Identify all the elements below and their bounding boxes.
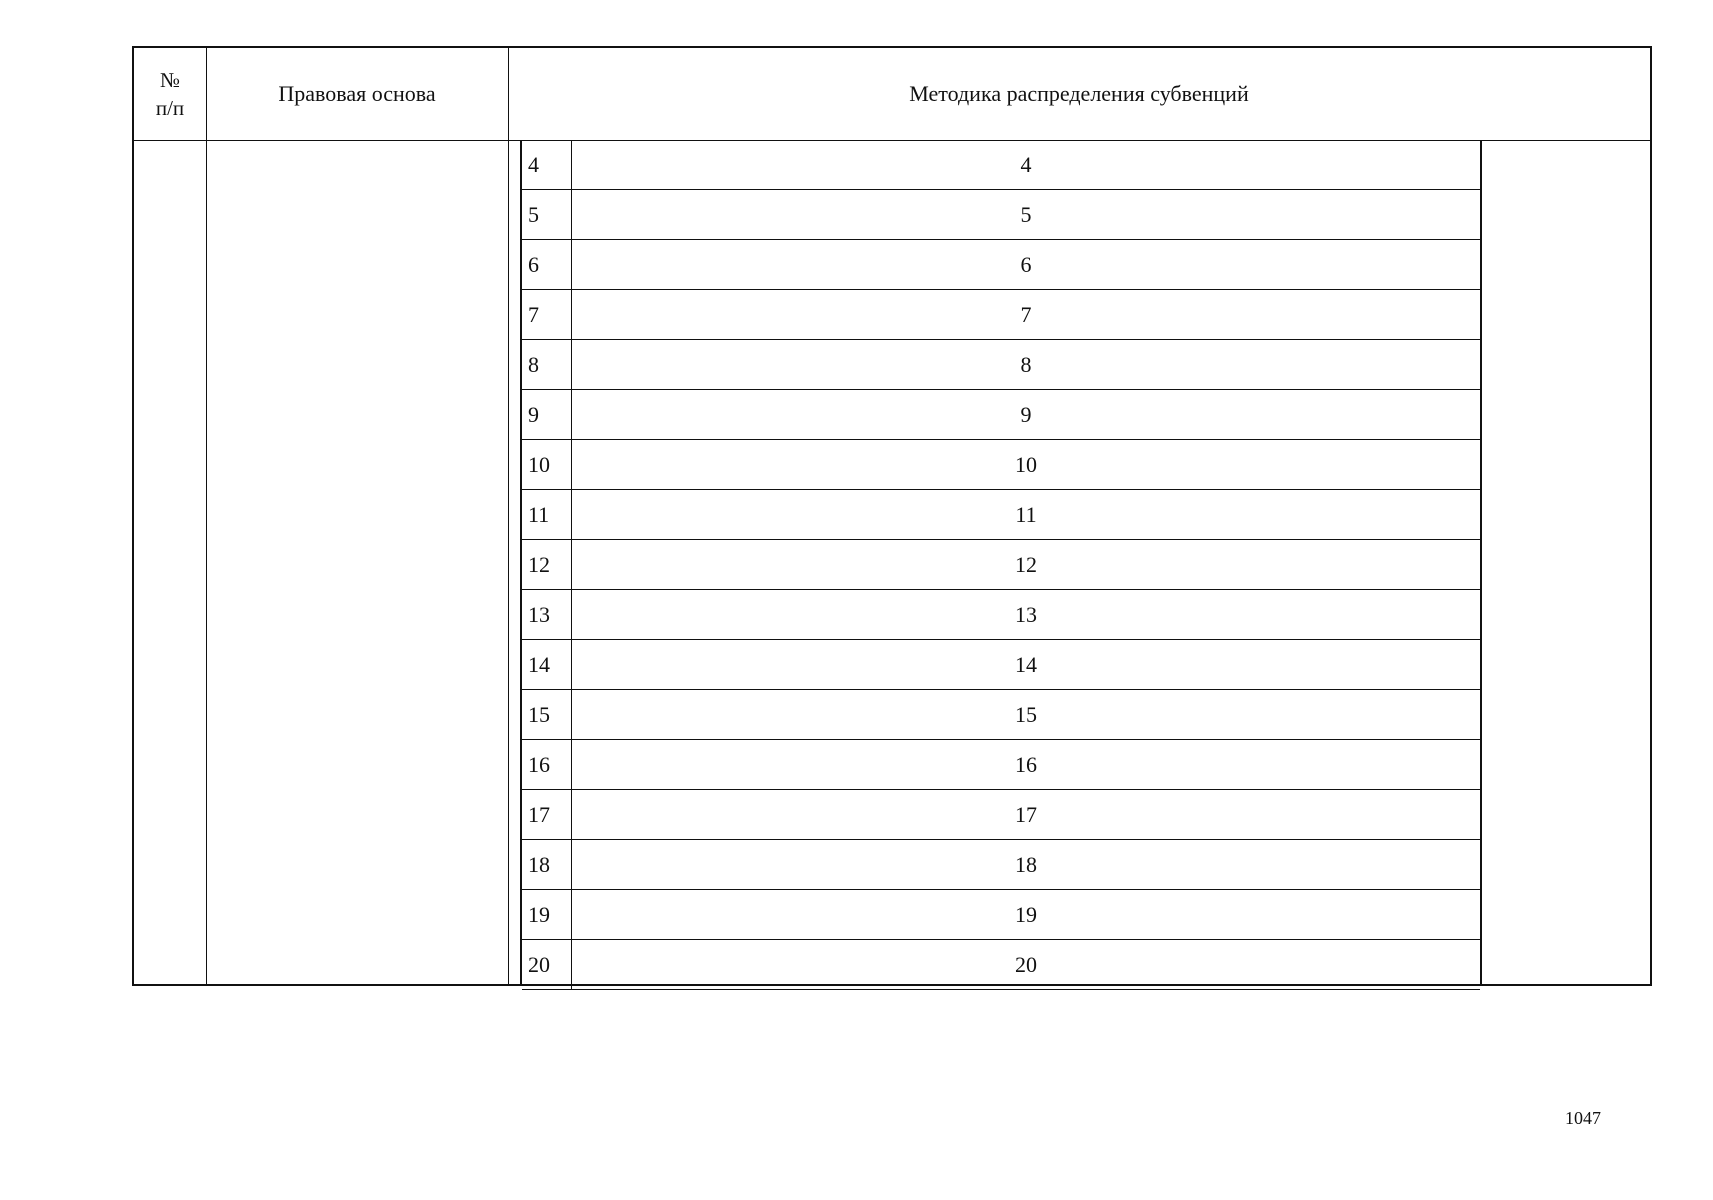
page-number: 1047 bbox=[1565, 1108, 1601, 1128]
row-number-cell: 7 bbox=[522, 290, 572, 339]
table-row bbox=[522, 790, 1480, 840]
row-number-cell: 19 bbox=[522, 890, 572, 939]
table-row bbox=[522, 140, 1480, 190]
row-value-cell: 9 bbox=[1020, 401, 1032, 427]
row-value-cell: 10 bbox=[1015, 451, 1037, 477]
header-legal-basis: Правовая основа bbox=[278, 81, 436, 106]
row-number-cell: 4 bbox=[522, 141, 572, 189]
row-value-cell: 12 bbox=[1015, 551, 1037, 577]
row-number-cell: 16 bbox=[522, 740, 572, 789]
column-divider bbox=[508, 48, 509, 984]
table-row bbox=[522, 390, 1480, 440]
row-number-cell: 8 bbox=[522, 340, 572, 389]
table-row bbox=[522, 490, 1480, 540]
row-value-cell: 4 bbox=[1020, 152, 1032, 177]
row-value-cell: 13 bbox=[1015, 601, 1037, 627]
row-number-cell: 17 bbox=[522, 790, 572, 839]
row-number-cell: 15 bbox=[522, 690, 572, 739]
main-table bbox=[132, 46, 1652, 986]
row-number-cell: 11 bbox=[522, 490, 572, 539]
row-value-cell: 11 bbox=[1015, 501, 1037, 527]
column-divider bbox=[206, 48, 207, 984]
table-row bbox=[522, 540, 1480, 590]
row-number-cell: 9 bbox=[522, 390, 572, 439]
row-value-cell: 17 bbox=[1015, 801, 1037, 827]
row-value-cell: 5 bbox=[1020, 201, 1032, 227]
table-row bbox=[522, 740, 1480, 790]
table-row bbox=[522, 840, 1480, 890]
row-number-cell: 10 bbox=[522, 440, 572, 489]
row-number-cell: 12 bbox=[522, 540, 572, 589]
table-row bbox=[522, 190, 1480, 240]
row-value-cell: 14 bbox=[1015, 651, 1037, 677]
table-row bbox=[522, 290, 1480, 340]
table-row bbox=[522, 590, 1480, 640]
table-row bbox=[522, 690, 1480, 740]
row-number-cell: 5 bbox=[522, 190, 572, 239]
row-number-cell: 13 bbox=[522, 590, 572, 639]
row-value-cell: 20 bbox=[1015, 951, 1037, 977]
row-number-cell: 18 bbox=[522, 840, 572, 889]
row-value-cell: 16 bbox=[1015, 751, 1037, 777]
table-row bbox=[522, 340, 1480, 390]
row-value-cell: 18 bbox=[1015, 851, 1037, 877]
row-number-cell: 14 bbox=[522, 640, 572, 689]
table-row bbox=[522, 940, 1480, 990]
row-value-cell: 8 bbox=[1020, 351, 1032, 377]
row-value-cell: 7 bbox=[1020, 301, 1032, 327]
table-row bbox=[522, 640, 1480, 690]
header-number-cell bbox=[134, 48, 206, 140]
table-row bbox=[522, 890, 1480, 940]
number-symbol: № bbox=[159, 68, 181, 92]
table-row bbox=[522, 240, 1480, 290]
table-row bbox=[522, 440, 1480, 490]
row-number-cell: 20 bbox=[522, 940, 572, 989]
header-method: Методика распределения субвенций bbox=[909, 81, 1249, 106]
number-label: п/п bbox=[155, 96, 185, 120]
row-value-cell: 6 bbox=[1020, 251, 1032, 277]
row-value-cell: 19 bbox=[1015, 901, 1037, 927]
row-value-cell: 15 bbox=[1015, 701, 1037, 727]
row-number-cell: 6 bbox=[522, 240, 572, 289]
inner-table bbox=[520, 140, 1482, 986]
